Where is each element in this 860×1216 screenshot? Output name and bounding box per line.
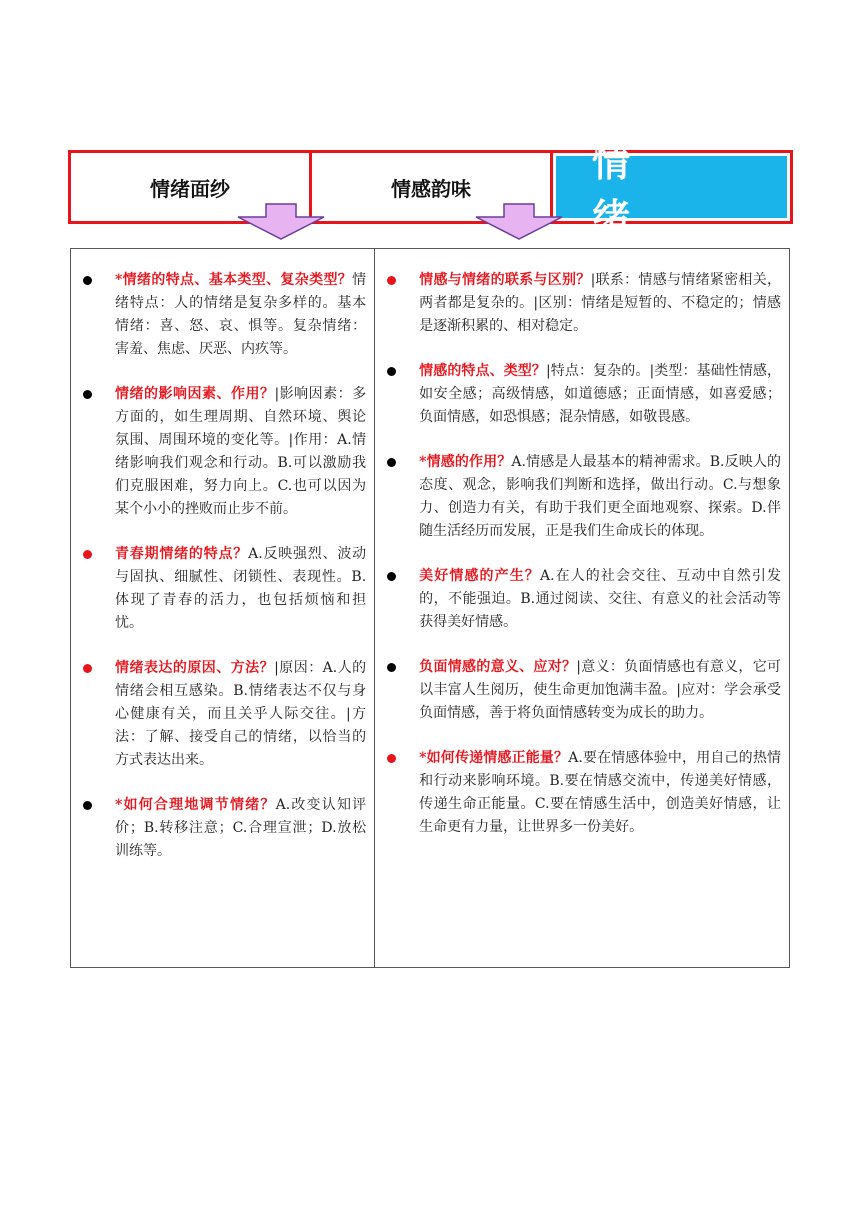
question-text: 情感的特点、类型？ xyxy=(419,363,546,379)
bullet-dot-icon xyxy=(83,276,92,285)
bullet-dot-icon xyxy=(83,801,92,810)
bullet-dot-icon xyxy=(387,458,396,467)
answer-text: A.情感是人最基本的精神需求。B.反映人的态度、观念，影响我们判断和选择，做出行动。C.与想象力、创造力有关，有助于我们更全面地观察、探索。D.伴随生活经历而发展，正是我们生命成长的体现。 xyxy=(419,454,781,539)
header-title: 情 绪 xyxy=(556,156,787,218)
list-item xyxy=(71,269,374,361)
answer-text: |原因：A.人的情绪会相互感染。B.情绪表达不仅与身心健康有关，而且关乎人际交往。|方法：了解、接受自己的情绪，以恰当的方式表达出来。 xyxy=(115,660,367,768)
header-box-label: 情感韵味 xyxy=(391,176,471,201)
list-item xyxy=(375,269,789,338)
answer-text: 情绪特点：人的情绪是复杂多样的。基本情绪：喜、怒、哀、惧等。复杂情绪：害羞、焦虑、厌恶、内疚等。 xyxy=(115,272,367,357)
left-column xyxy=(71,249,375,967)
question-text: 负面情感的意义、应对？ xyxy=(419,659,577,675)
question-text: 美好情感的产生？ xyxy=(419,568,540,584)
answer-text: |联系：情感与情绪紧密相关，两者都是复杂的。|区别：情绪是短暂的、不稳定的；情感是逐渐积累的、相对稳定。 xyxy=(419,272,781,334)
answer-text: |影响因素：多方面的，如生理周期、自然环境、舆论氛围、周围环境的变化等。|作用：A.情绪影响我们观念和行动。B.可以激励我们克服困难，努力向上。C.也可以因为某个小小的挫败而止步不前。 xyxy=(115,386,367,517)
answer-text: A.改变认知评价；B.转移注意；C.合理宣泄；D.放松训练等。 xyxy=(115,797,367,859)
list-item xyxy=(71,657,374,772)
list-item xyxy=(375,360,789,429)
question-text: *如何合理地调节情绪？ xyxy=(115,797,276,813)
list-item xyxy=(71,383,374,521)
header-box-label: 情绪面纱 xyxy=(150,176,230,201)
question-text: *情绪的特点、基本类型、复杂类型？ xyxy=(115,272,353,288)
list-item xyxy=(375,565,789,634)
list-item xyxy=(375,451,789,543)
question-text: 青春期情绪的特点？ xyxy=(115,546,249,562)
bullet-dot-icon xyxy=(387,572,396,581)
list-item xyxy=(375,747,789,839)
down-arrow-icon xyxy=(236,203,326,241)
bullet-dot-icon xyxy=(387,276,396,285)
header-box-emotion-title xyxy=(550,141,793,240)
list-item xyxy=(375,656,789,725)
bullet-dot-icon xyxy=(387,754,396,763)
question-text: *情感的作用？ xyxy=(419,454,512,470)
content-table xyxy=(70,248,790,968)
question-text: 情绪的影响因素、作用？ xyxy=(115,386,275,402)
bullet-dot-icon xyxy=(387,663,396,672)
bullet-dot-icon xyxy=(83,664,92,673)
question-text: 情绪表达的原因、方法？ xyxy=(115,660,275,676)
question-text: 情感与情绪的联系与区别？ xyxy=(419,272,591,288)
right-column xyxy=(375,249,789,967)
list-item xyxy=(71,794,374,863)
answer-text: |特点：复杂的。|类型：基础性情感，如安全感；高级情感，如道德感；正面情感，如喜爱感；负面情感，如恐惧感；混杂情感，如敬畏感。 xyxy=(419,363,782,425)
bullet-dot-icon xyxy=(83,390,92,399)
answer-text: A.要在情感体验中，用自己的热情和行动来影响环境。B.要在情感交流中，传递美好情感，传递生命正能量。C.要在情感生活中，创造美好情感，让生命更有力量，让世界多一份美好。 xyxy=(419,750,781,835)
bullet-dot-icon xyxy=(387,367,396,376)
bullet-dot-icon xyxy=(83,550,92,559)
answer-text: A.反映强烈、波动与固执、细腻性、闭锁性、表现性。B.体现了青春的活力，也包括烦恼和担忧。 xyxy=(115,546,367,631)
down-arrow-icon xyxy=(474,203,564,241)
question-text: *如何传递情感正能量？ xyxy=(419,750,569,766)
answer-text: A.在人的社会交往、互动中自然引发的，不能强迫。B.通过阅读、交往、有意义的社会活动等获得美好情感。 xyxy=(419,568,782,630)
answer-text: |意义：负面情感也有意义，它可以丰富人生阅历，使生命更加饱满丰盈。|应对：学会承受负面情感，善于将负面情感转变为成长的助力。 xyxy=(419,659,782,721)
list-item xyxy=(71,543,374,635)
